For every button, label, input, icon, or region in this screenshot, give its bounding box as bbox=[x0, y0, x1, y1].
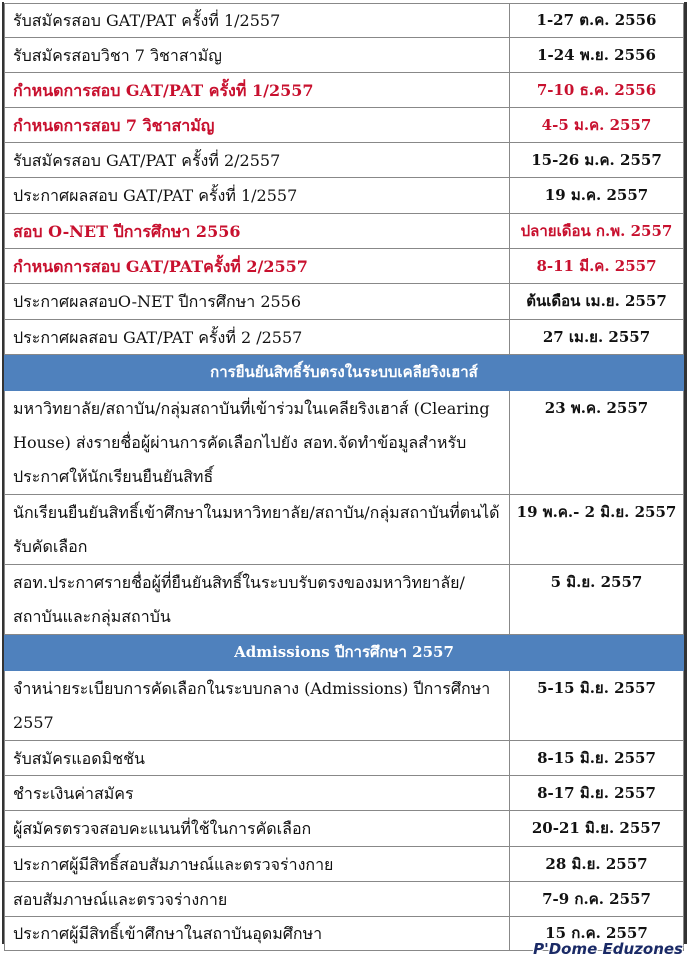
event-description: นักเรียนยืนยันสิทธิ์เข้าศึกษาในมหาวิทยาลัย/สถาบัน/กลุ่มสถาบันที่ตนได้รับคัดเลือก bbox=[5, 495, 510, 565]
table-row bbox=[5, 4, 684, 38]
event-description: รับสมัครสอบวิชา 7 วิชาสามัญ bbox=[5, 38, 510, 73]
section-header-admissions bbox=[5, 635, 684, 671]
table-row bbox=[5, 671, 684, 741]
table-row bbox=[5, 108, 684, 143]
event-description: รับสมัครสอบ GAT/PAT ครั้งที่ 2/2557 bbox=[5, 143, 510, 178]
table-row bbox=[5, 178, 684, 214]
event-date: 19 พ.ค.- 2 มิ.ย. 2557 bbox=[510, 495, 684, 565]
table-row bbox=[5, 847, 684, 882]
event-description: มหาวิทยาลัย/สถาบัน/กลุ่มสถาบันที่เข้าร่วมในเคลียริงเฮาส์ (Clearing House) ส่งรายชื่อผู้ผ่านการคัดเลือกไปยัง สอท.จัดทำข้อมูลสำหรับประกาศให้นักเรียนยืนยันสิทธิ์ bbox=[5, 391, 510, 495]
table-row bbox=[5, 776, 684, 811]
event-description: กำหนดการสอบ GAT/PATครั้งที่ 2/2557 bbox=[5, 249, 510, 284]
table-row bbox=[5, 391, 684, 495]
event-description: สอบ O-NET ปีการศึกษา 2556 bbox=[5, 214, 510, 249]
event-description: กำหนดการสอบ GAT/PAT ครั้งที่ 1/2557 bbox=[5, 73, 510, 108]
event-description: ประกาศผลสอบO-NET ปีการศึกษา 2556 bbox=[5, 284, 510, 320]
event-date: 20-21 มิ.ย. 2557 bbox=[510, 811, 684, 847]
table-row bbox=[5, 565, 684, 635]
event-description: ประกาศผู้มีสิทธิ์สอบสัมภาษณ์และตรวจร่างกาย bbox=[5, 847, 510, 882]
event-date: 15-26 ม.ค. 2557 bbox=[510, 143, 684, 178]
table-row bbox=[5, 143, 684, 178]
event-date: 8-17 มิ.ย. 2557 bbox=[510, 776, 684, 811]
event-description: ประกาศผลสอบ GAT/PAT ครั้งที่ 1/2557 bbox=[5, 178, 510, 214]
table-row bbox=[5, 284, 684, 320]
section-title: การยืนยันสิทธิ์รับตรงในระบบเคลียริงเฮาส์ bbox=[5, 355, 684, 391]
event-date: 4-5 ม.ค. 2557 bbox=[510, 108, 684, 143]
event-date: 5 มิ.ย. 2557 bbox=[510, 565, 684, 635]
table-row bbox=[5, 38, 684, 73]
event-date: 7-9 ก.ค. 2557 bbox=[510, 882, 684, 917]
event-description: สอท.ประกาศรายชื่อผู้ที่ยืนยันสิทธิ์ในระบบรับตรงของมหาวิทยาลัย/สถาบันและกลุ่มสถาบัน bbox=[5, 565, 510, 635]
event-description: รับสมัครแอดมิชชัน bbox=[5, 741, 510, 776]
event-date: 8-15 มิ.ย. 2557 bbox=[510, 741, 684, 776]
event-date: 7-10 ธ.ค. 2556 bbox=[510, 73, 684, 108]
event-date: 28 มิ.ย. 2557 bbox=[510, 847, 684, 882]
table-row bbox=[5, 741, 684, 776]
table-row bbox=[5, 73, 684, 108]
event-date: 19 ม.ค. 2557 bbox=[510, 178, 684, 214]
section-header-clearing-house bbox=[5, 355, 684, 391]
table-row bbox=[5, 249, 684, 284]
table-row bbox=[5, 495, 684, 565]
event-description: ผู้สมัครตรวจสอบคะแนนที่ใช้ในการคัดเลือก bbox=[5, 811, 510, 847]
event-date: 5-15 มิ.ย. 2557 bbox=[510, 671, 684, 741]
event-date: 27 เม.ย. 2557 bbox=[510, 320, 684, 355]
watermark-text: P'Dome Eduzones bbox=[533, 940, 683, 958]
event-description: ประกาศผู้มีสิทธิ์เข้าศึกษาในสถาบันอุดมศึกษา bbox=[5, 917, 510, 951]
event-date: 15 ก.ค. 2557 bbox=[510, 917, 684, 951]
table-row bbox=[5, 811, 684, 847]
event-description: จำหน่ายระเบียบการคัดเลือกในระบบกลาง (Admissions) ปีการศึกษา 2557 bbox=[5, 671, 510, 741]
event-description: กำหนดการสอบ 7 วิชาสามัญ bbox=[5, 108, 510, 143]
table-row bbox=[5, 320, 684, 355]
event-date: 23 พ.ค. 2557 bbox=[510, 391, 684, 495]
event-date: ปลายเดือน ก.พ. 2557 bbox=[510, 214, 684, 249]
event-date: ต้นเดือน เม.ย. 2557 bbox=[510, 284, 684, 320]
event-date: 1-24 พ.ย. 2556 bbox=[510, 38, 684, 73]
event-date: 8-11 มี.ค. 2557 bbox=[510, 249, 684, 284]
event-date: 1-27 ต.ค. 2556 bbox=[510, 4, 684, 38]
event-description: ชำระเงินค่าสมัคร bbox=[5, 776, 510, 811]
exam-schedule-table bbox=[4, 3, 684, 951]
table-row bbox=[5, 214, 684, 249]
event-description: รับสมัครสอบ GAT/PAT ครั้งที่ 1/2557 bbox=[5, 4, 510, 38]
event-description: สอบสัมภาษณ์และตรวจร่างกาย bbox=[5, 882, 510, 917]
table-row bbox=[5, 882, 684, 917]
section-title: Admissions ปีการศึกษา 2557 bbox=[5, 635, 684, 671]
event-description: ประกาศผลสอบ GAT/PAT ครั้งที่ 2 /2557 bbox=[5, 320, 510, 355]
